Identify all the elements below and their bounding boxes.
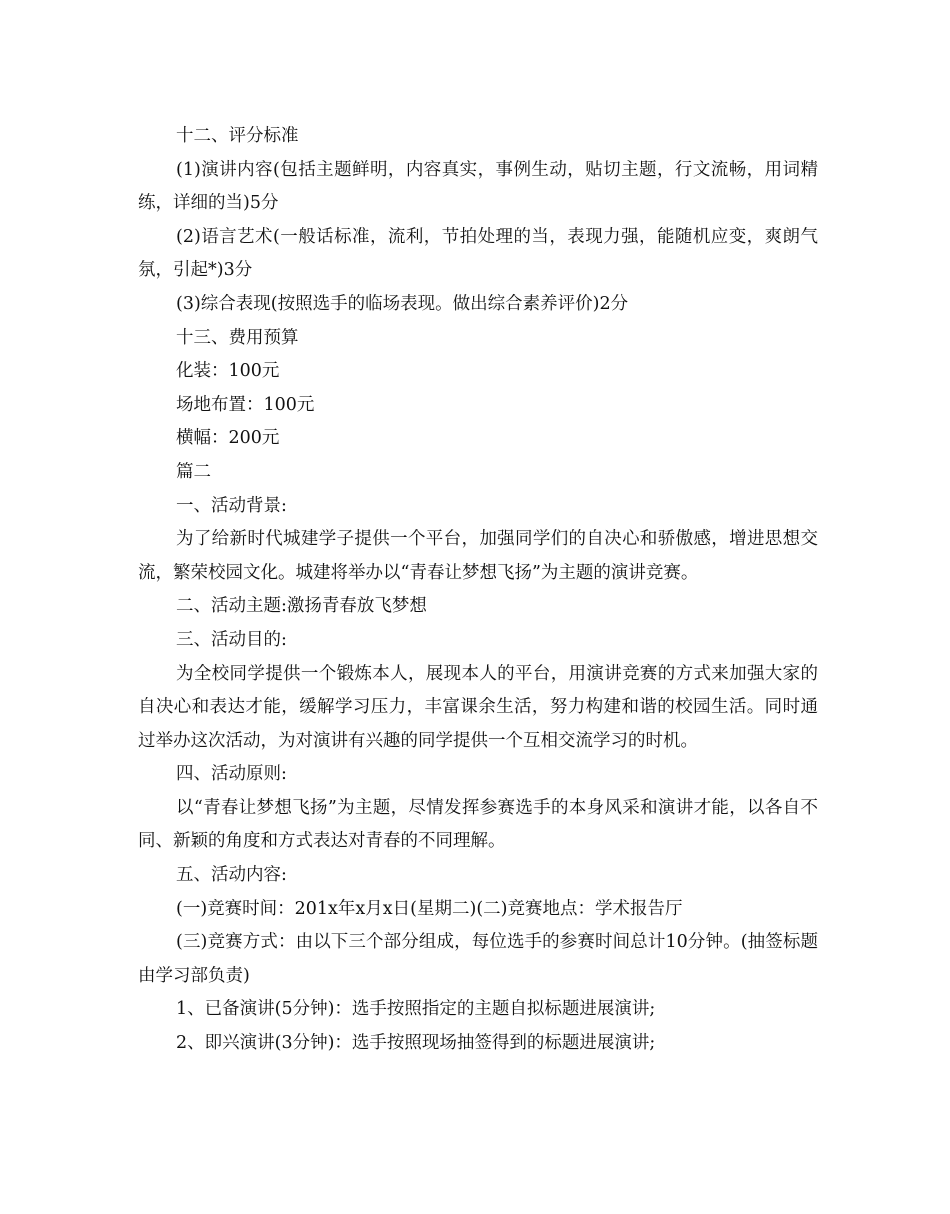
- content-format: (三)竞赛方式：由以下三个部分组成，每位选手的参赛时间总计10分钟。(抽签标题由学习部负责): [138, 932, 818, 986]
- section-heading-principle: 四、活动原则:: [176, 764, 287, 785]
- budget-item-venue: 场地布置：100元: [176, 394, 315, 415]
- section-heading-content: 五、活动内容:: [176, 865, 287, 886]
- purpose-text: 为全校同学提供一个锻炼本人，展现本人的平台，用演讲竞赛的方式来加强大家的自决心和表达才能，缓解学习压力，丰富课余生活，努力构建和谐的校园生活。同时通过举办这次活动，为对演讲有兴趣的同学提供一个互相交流学习的时机。: [138, 663, 818, 751]
- content-time-place: (一)竞赛时间：201x年x月x日(星期二)(二)竞赛地点：学术报告厅: [176, 898, 683, 919]
- section-heading-scoring: 十二、评分标准: [176, 126, 299, 146]
- section-heading-purpose: 三、活动目的:: [176, 629, 287, 650]
- scoring-item-2: (2)语言艺术(一般话标准，流利，节拍处理的当，表现力强，能随机应变，爽朗气氛，引起*)3分: [138, 226, 818, 281]
- budget-item-makeup: 化装：100元: [176, 361, 280, 382]
- section-heading-budget: 十三、费用预算: [176, 327, 299, 348]
- background-text: 为了给新时代城建学子提供一个平台，加强同学们的自决心和骄傲感，增进思想交流，繁荣校园文化。城建将举办以“青春让梦想飞扬”为主题的演讲竞赛。: [138, 529, 818, 583]
- content-impromptu-speech: 2、即兴演讲(3分钟)：选手按照现场抽签得到的标题进展演讲;: [176, 1033, 656, 1054]
- part-two-heading: 篇二: [176, 461, 211, 482]
- document-body: [138, 120, 818, 1061]
- scoring-item-3: (3)综合表现(按照选手的临场表现。做出综合素养评价)2分: [176, 293, 629, 314]
- section-heading-background: 一、活动背景:: [176, 495, 287, 516]
- principle-text: 以“青春让梦想飞扬”为主题，尽情发挥参赛选手的本身风采和演讲才能，以各自不同、新颖的角度和方式表达对青春的不同理解。: [138, 797, 818, 852]
- section-heading-theme: 二、活动主题:激扬青春放飞梦想: [176, 596, 427, 617]
- content-prepared-speech: 1、已备演讲(5分钟)：选手按照指定的主题自拟标题进展演讲;: [176, 999, 656, 1020]
- budget-item-banner: 横幅：200元: [176, 428, 280, 449]
- scoring-item-1: (1)演讲内容(包括主题鲜明，内容真实，事例生动，贴切主题，行文流畅，用词精练，详细的当)5分: [138, 159, 818, 214]
